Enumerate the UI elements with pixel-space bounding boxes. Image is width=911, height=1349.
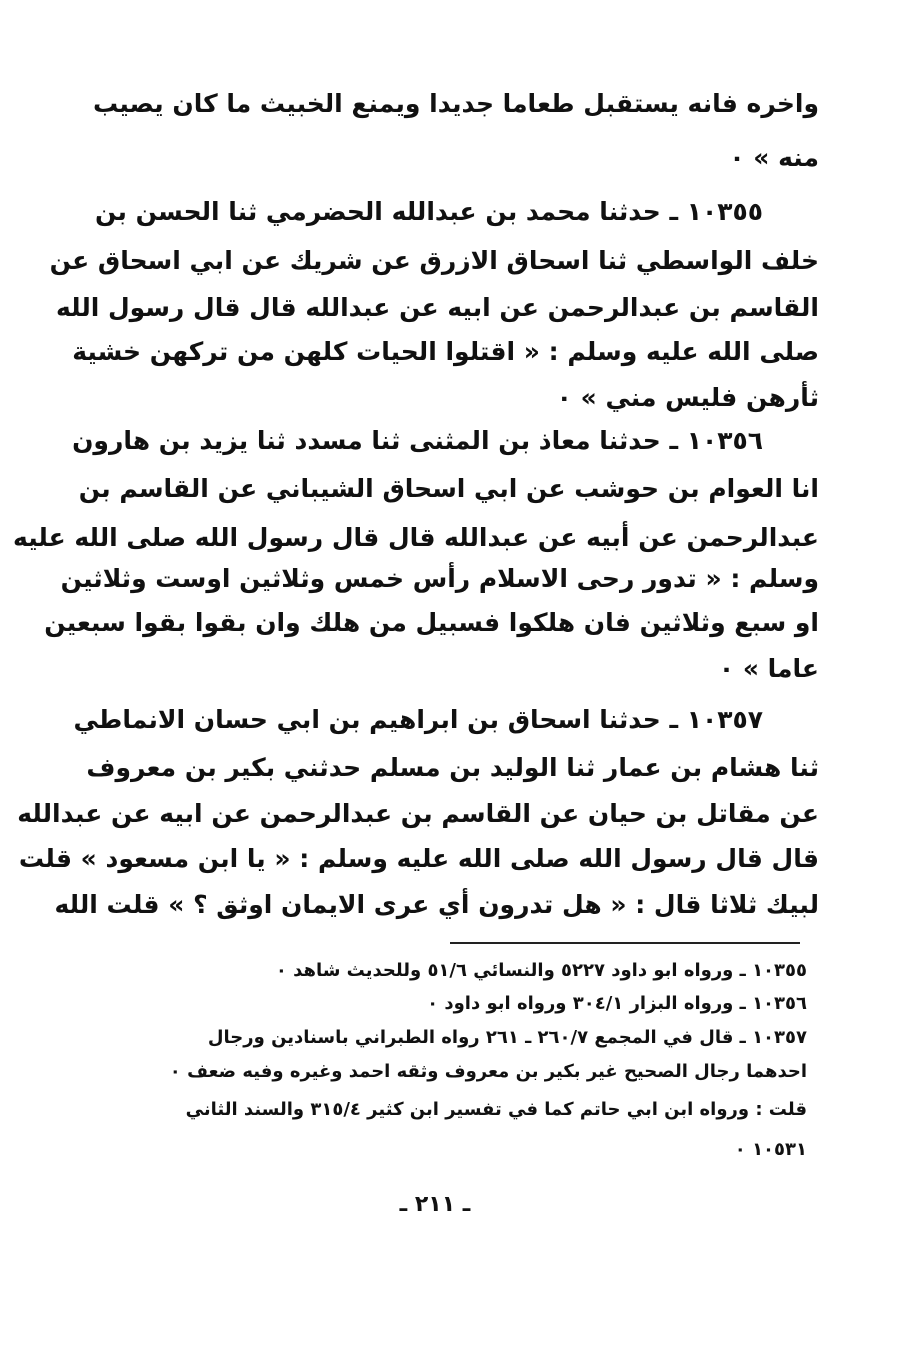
- body-line: صلى الله عليه وسلم : « اقتلوا الحيات كلهن من تركهن خشية: [72, 337, 819, 366]
- body-line: او سبع وثلاثين فان هلكوا فسبيل من هلك وان بقوا بقوا سبعين: [44, 608, 819, 637]
- footnote-line: ١٠٣٥٦ ـ ورواه البزار ٣٠٤/١ ورواه ابو داود ٠: [427, 993, 807, 1014]
- body-line: ثأرهن فليس مني » ٠: [556, 383, 819, 412]
- footnote-line: ١٠٣٥٥ ـ ورواه ابو داود ٥٢٢٧ والنسائي ٥١/٦ وللحديث شاهد ٠: [275, 960, 807, 981]
- footnote-line: ١٠٣٥٧ ـ قال في المجمع ٢٦٠/٧ ـ ٢٦١ رواه الطبراني باسنادين ورجال: [207, 1027, 807, 1048]
- footnote-line: ١٠٥٣١ ٠: [734, 1139, 807, 1160]
- body-line: واخره فانه يستقبل طعاما جديدا ويمنع الخبيث ما كان يصيب: [92, 89, 819, 118]
- body-line: لبيك ثلاثا قال : « هل تدرون أي عرى الايمان اوثق ؟ » قلت الله: [54, 890, 819, 919]
- hadith-10356-heading: ١٠٣٥٦ ـ حدثنا معاذ بن المثنى ثنا مسدد ثنا يزيد بن هارون: [72, 426, 763, 455]
- body-line: القاسم بن عبدالرحمن عن ابيه عن عبدالله قال قال رسول الله: [55, 293, 819, 322]
- hadith-10355-heading: ١٠٣٥٥ ـ حدثنا محمد بن عبدالله الحضرمي ثنا الحسن بن: [95, 197, 763, 226]
- body-line: انا العوام بن حوشب عن ابي اسحاق الشيباني عن القاسم بن: [78, 474, 819, 503]
- footnote-line: احدهما رجال الصحيح غير بكير بن معروف وثقه احمد وغيره وفيه ضعف ٠: [169, 1061, 807, 1082]
- body-line: خلف الواسطي ثنا اسحاق الازرق عن شريك عن ابي اسحاق عن: [49, 246, 819, 275]
- hadith-10357-heading: ١٠٣٥٧ ـ حدثنا اسحاق بن ابراهيم بن ابي حسان الانماطي: [73, 705, 763, 734]
- page-number: ـ ٢١١ ـ: [399, 1192, 471, 1217]
- footnote-line: قلت : ورواه ابن ابي حاتم كما في تفسير ابن كثير ٣١٥/٤ والسند الثاني: [185, 1099, 807, 1120]
- body-line: منه » ٠: [729, 143, 819, 172]
- body-line: ثنا هشام بن عمار ثنا الوليد بن مسلم حدثني بكير بن معروف: [86, 753, 819, 782]
- body-line: عاما » ٠: [718, 654, 819, 683]
- body-line: قال قال رسول الله صلى الله عليه وسلم : « يا ابن مسعود » قلت: [18, 844, 819, 873]
- footnote-separator: [450, 942, 800, 944]
- body-line: عبدالرحمن عن أبيه عن عبدالله قال قال رسول الله صلى الله عليه: [13, 523, 819, 552]
- body-line: عن مقاتل بن حيان عن القاسم بن عبدالرحمن عن ابيه عن عبدالله: [17, 799, 819, 828]
- body-line: وسلم : « تدور رحى الاسلام رأس خمس وثلاثين اوست وثلاثين: [60, 564, 819, 593]
